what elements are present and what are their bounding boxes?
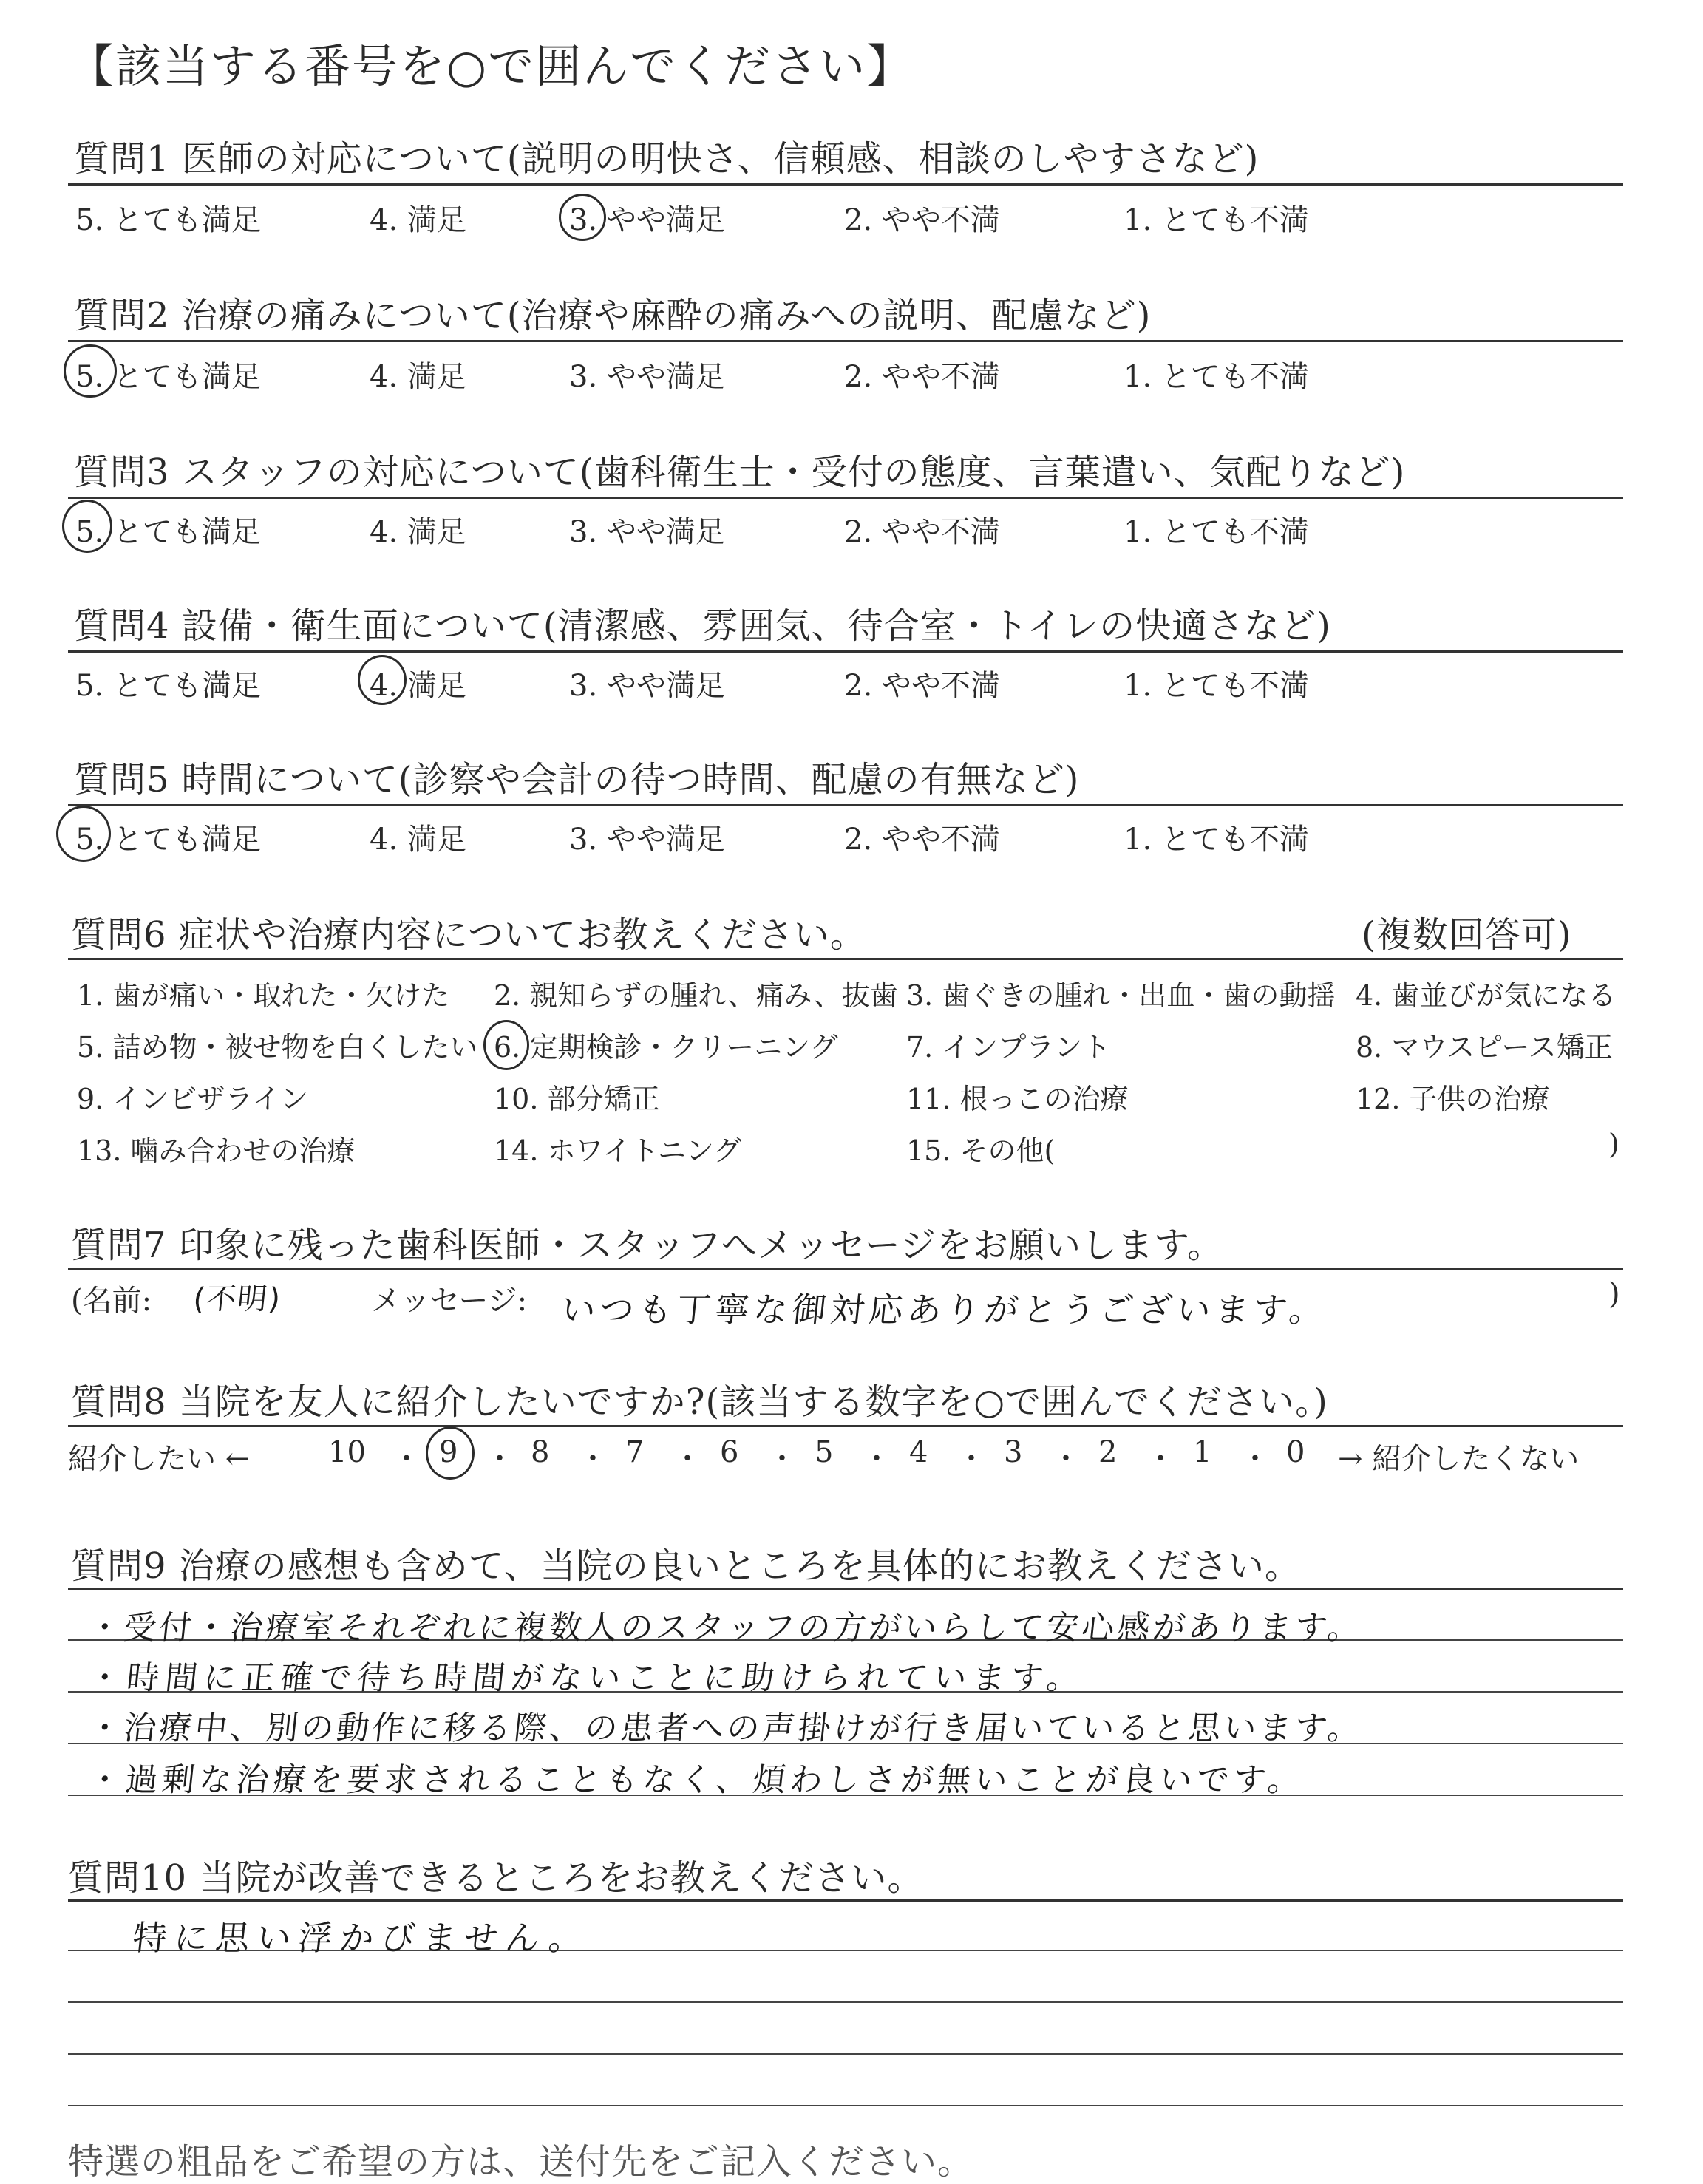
q6-option-13[interactable]: 13. 噛み合わせの治療 [77,1134,356,1167]
q2-selected-circle [64,344,117,398]
q7-close-paren: ) [1608,1277,1620,1311]
q8-number-1[interactable]: 1 [1193,1435,1212,1469]
q2-option-1[interactable]: 1. とても不満 [1124,360,1309,394]
q8-dot: ・ [1240,1442,1270,1476]
q8-number-7[interactable]: 7 [625,1435,645,1469]
q6-option-2[interactable]: 2. 親知らずの腫れ、痛み、抜歯 [494,979,898,1012]
q4-title: 質問4 設備・衛生面について(清潔感、雰囲気、待合室・トイレの快適さなど) [74,605,1331,647]
q2-option-2[interactable]: 2. やや不満 [844,360,1000,394]
q1-option-2[interactable]: 2. やや不満 [844,203,1000,237]
q1-option-4[interactable]: 4. 満足 [370,203,466,237]
q10-rule [68,1899,1623,1902]
q8-title: 質問8 当院を友人に紹介したいですか?(該当する数字を○で囲んでください。) [71,1381,1328,1423]
q6-selected-circle [483,1020,529,1070]
q6-option-7[interactable]: 7. インプラント [906,1031,1111,1064]
q6-rule [68,958,1623,960]
q2-title: 質問2 治療の痛みについて(治療や麻酔の痛みへの説明、配慮など) [74,295,1152,336]
q5-selected-circle [56,806,111,862]
q10-answer-line-4 [68,2105,1623,2106]
q6-option-6[interactable]: 6. 定期検診・クリーニング [494,1031,838,1064]
q7-message-label: メッセージ: [371,1284,528,1318]
q6-option-9[interactable]: 9. インビザライン [77,1083,309,1115]
q5-option-2[interactable]: 2. やや不満 [844,823,1000,857]
q8-number-0[interactable]: 0 [1286,1435,1305,1469]
q8-dot: ・ [767,1442,797,1476]
q3-option-4[interactable]: 4. 満足 [370,515,466,549]
q9-answer-1[interactable]: ・受付・治療室それぞれに複数人のスタッフの方がいらして安心感があります。 [86,1609,1365,1647]
q4-option-4[interactable]: 4. 満足 [370,669,466,703]
q2-option-5[interactable]: 5. とても満足 [75,360,261,394]
q3-rule [68,497,1623,499]
q8-dot: ・ [862,1442,891,1476]
q8-dot: ・ [485,1442,514,1476]
q8-number-10[interactable]: 10 [328,1435,366,1469]
q5-option-4[interactable]: 4. 満足 [370,823,466,857]
q4-option-2[interactable]: 2. やや不満 [844,669,1000,703]
q8-number-5[interactable]: 5 [815,1435,834,1469]
q1-option-1[interactable]: 1. とても不満 [1124,203,1309,237]
q10-answer-1[interactable]: 特に思い浮かびません。 [130,1918,593,1958]
q9-answer-4[interactable]: ・過剰な治療を要求されることもなく、煩わしさが無いことが良いです。 [86,1761,1307,1799]
q6-title: 質問6 症状や治療内容についてお教えください。 [71,914,866,956]
q9-answer-3[interactable]: ・治療中、別の動作に移る際、の患者への声掛けが行き届いていると思います。 [86,1710,1365,1747]
q4-option-1[interactable]: 1. とても不満 [1124,669,1309,703]
q8-number-3[interactable]: 3 [1004,1435,1023,1469]
q1-title: 質問1 医師の対応について(説明の明快さ、信頼感、相談のしやすさなど) [74,138,1260,180]
q5-option-1[interactable]: 1. とても不満 [1124,823,1309,857]
q6-option-5[interactable]: 5. 詰め物・被せ物を白くしたい [77,1031,478,1064]
q8-number-8[interactable]: 8 [531,1435,550,1469]
q7-name-label: (名前: [71,1284,152,1318]
q2-option-3[interactable]: 3. やや満足 [569,360,725,394]
q3-title: 質問3 スタッフの対応について(歯科衛生士・受付の態度、言葉遣い、気配りなど) [74,452,1406,493]
q4-option-5[interactable]: 5. とても満足 [75,669,261,703]
q6-option-14[interactable]: 14. ホワイトニング [494,1134,742,1167]
q7-name-value[interactable]: (不明) [191,1282,284,1316]
q1-option-3[interactable]: 3. やや満足 [569,203,725,237]
q8-number-9[interactable]: 9 [439,1435,458,1469]
q3-selected-circle [62,500,112,553]
q8-rule [68,1425,1623,1427]
q10-title: 質問10 当院が改善できるところをお教えください。 [68,1857,924,1899]
q3-option-1[interactable]: 1. とても不満 [1124,515,1309,549]
q10-answer-line-2 [68,2001,1623,2003]
q1-option-5[interactable]: 5. とても満足 [75,203,261,237]
q2-rule [68,340,1623,342]
q1-selected-circle [559,194,606,241]
q3-option-2[interactable]: 2. やや不満 [844,515,1000,549]
q8-dot: ・ [1146,1442,1175,1476]
q8-right-label: → 紹介したくない [1338,1442,1580,1476]
q6-option-3[interactable]: 3. 歯ぐきの腫れ・出血・歯の動揺 [906,979,1336,1012]
q7-message-value[interactable]: いつも丁寧な御対応ありがとうございます。 [559,1290,1330,1330]
q10-answer-line-3 [68,2053,1623,2055]
form-header: 【該当する番号を○で囲んでください】 [68,39,914,93]
q8-selected-circle [426,1426,475,1480]
q8-dot: ・ [392,1442,421,1476]
q4-rule [68,650,1623,653]
q6-option-15[interactable]: 15. その他( [906,1134,1056,1167]
q7-title: 質問7 印象に残った歯科医師・スタッフへメッセージをお願いします。 [71,1225,1224,1266]
q6-option-10[interactable]: 10. 部分矯正 [494,1083,660,1115]
q9-rule [68,1588,1623,1590]
q9-answer-2[interactable]: ・時間に正確で待ち時間がないことに助けられています。 [86,1659,1087,1697]
q8-number-6[interactable]: 6 [720,1435,739,1469]
q9-title: 質問9 治療の感想も含めて、当院の良いところを具体的にお教えください。 [71,1545,1301,1587]
q8-dot: ・ [578,1442,608,1476]
q3-option-5[interactable]: 5. とても満足 [75,515,261,549]
q8-left-label: 紹介したい ← [68,1442,251,1476]
q8-dot: ・ [673,1442,702,1476]
q8-number-4[interactable]: 4 [909,1435,928,1469]
q6-option-8[interactable]: 8. マウスピース矯正 [1356,1031,1613,1064]
q6-option-15-close: ) [1608,1128,1619,1160]
q5-title: 質問5 時間について(診察や会計の待つ時間、配慮の有無など) [74,759,1080,800]
q5-option-5[interactable]: 5. とても満足 [75,823,261,857]
q5-option-3[interactable]: 3. やや満足 [569,823,725,857]
q2-option-4[interactable]: 4. 満足 [370,360,466,394]
q6-option-12[interactable]: 12. 子供の治療 [1356,1083,1550,1115]
q5-rule [68,804,1623,806]
q8-dot: ・ [1051,1442,1081,1476]
q1-rule [68,183,1623,186]
q6-multiple-note: (複数回答可) [1362,914,1572,956]
footer-note: 特選の粗品をご希望の方は、送付先をご記入ください。 [68,2141,974,2183]
q7-rule [68,1268,1623,1270]
q6-option-4[interactable]: 4. 歯並びが気になる [1356,979,1617,1012]
q6-option-1[interactable]: 1. 歯が痛い・取れた・欠けた [77,979,450,1012]
q3-option-3[interactable]: 3. やや満足 [569,515,725,549]
q8-dot: ・ [956,1442,986,1476]
q8-number-2[interactable]: 2 [1098,1435,1118,1469]
q4-selected-circle [358,655,407,705]
q6-option-11[interactable]: 11. 根っこの治療 [906,1083,1129,1115]
q4-option-3[interactable]: 3. やや満足 [569,669,725,703]
